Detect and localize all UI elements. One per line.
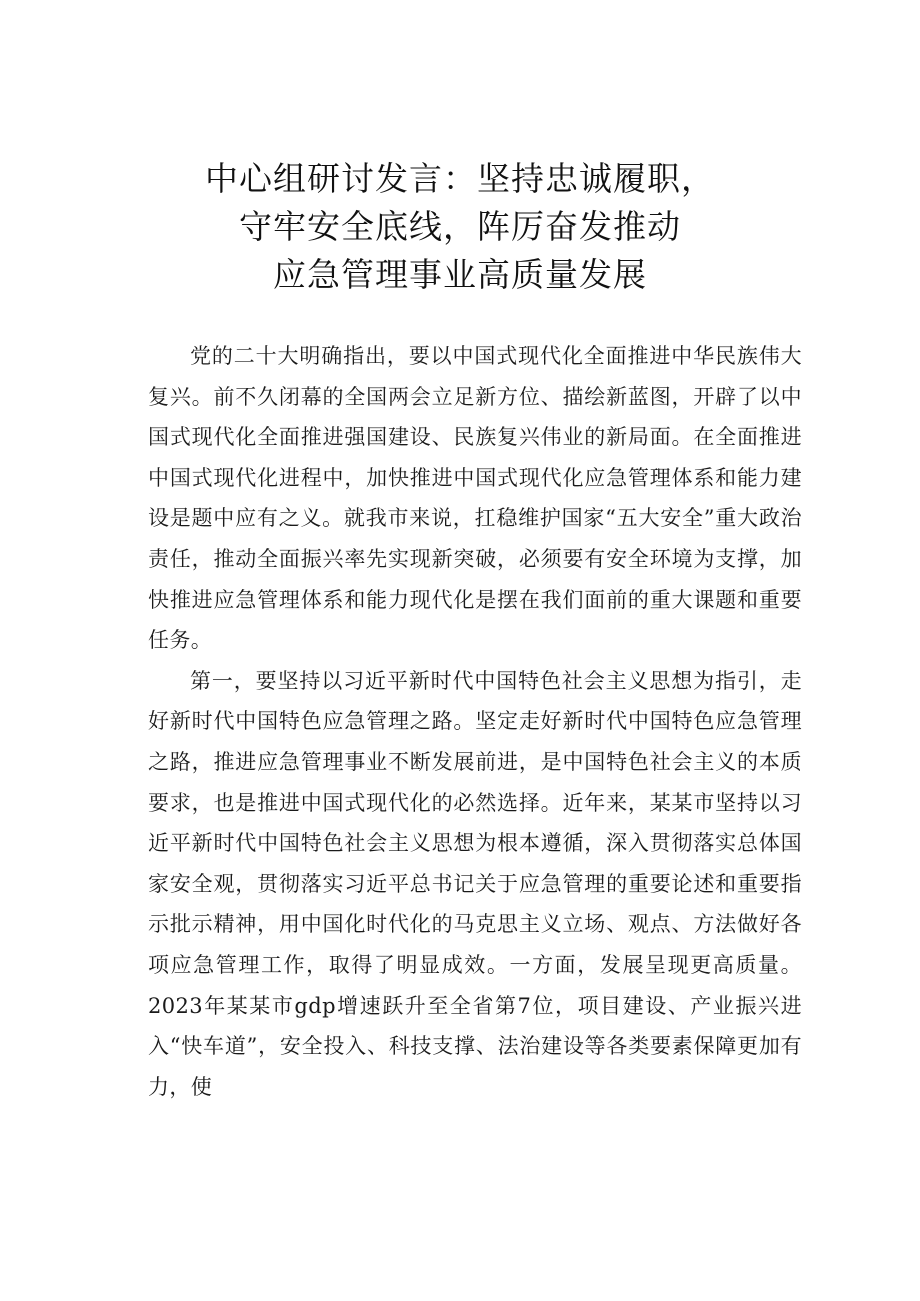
title-line-2: 守牢安全底线，阵厉奋发推动 [239,207,681,246]
document-title [120,155,800,299]
title-line-3: 应急管理事业高质量发展 [273,255,647,294]
paragraph-first-point: 第一，要坚持以习近平新时代中国特色社会主义思想为指引，走好新时代中国特色应急管理之路。坚定走好新时代中国特色应急管理之路，推进应急管理事业不断发展前进，是中国特色社会主义的本质要求，也是推进中国式现代化的必然选择。近年来，某某市坚持以习近平新时代中国特色社会主义思想为根本遵循，深入贯彻落实总体国家安全观，贯彻落实习近平总书记关于应急管理的重要论述和重要指示批示精神，用中国化时代化的马克思主义立场、观点、方法做好各项应急管理工作，取得了明显成效。一方面，发展呈现更高质量。2023年某某市gdp增速跃升至全省第7位，项目建设、产业振兴进入“快车道”，安全投入、科技支撑、法治建设等各类要素保障更加有力，使 [148,668,802,1099]
document-body [148,336,802,1107]
paragraph-intro: 党的二十大明确指出，要以中国式现代化全面推进中华民族伟大复兴。前不久闭幕的全国两会立足新方位、描绘新蓝图，开辟了以中国式现代化全面推进强国建设、民族复兴伟业的新局面。在全面推进中国式现代化进程中，加快推进中国式现代化应急管理体系和能力建设是题中应有之义。就我市来说，扛稳维护国家“五大安全”重大政治责任，推动全面振兴率先实现新突破，必须要有安全环境为支撑，加快推进应急管理体系和能力现代化是摆在我们面前的重大课题和重要任务。 [148,344,802,653]
title-line-1: 中心组研讨发言：坚持忠诚履职， [205,159,715,198]
